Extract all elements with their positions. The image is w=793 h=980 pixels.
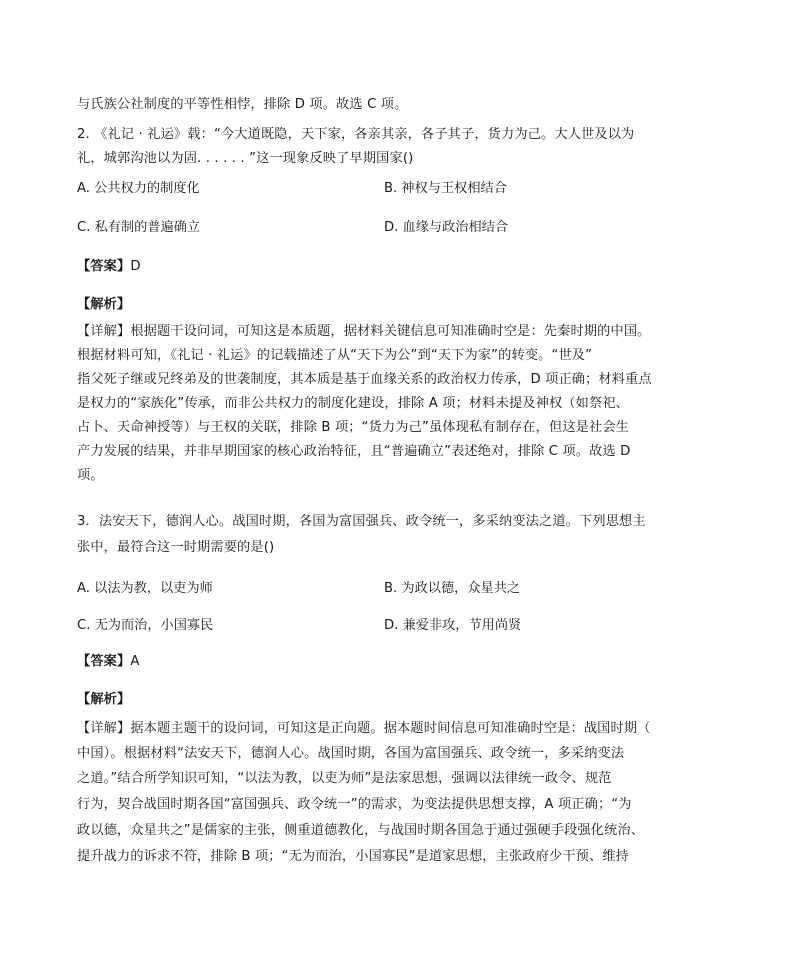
q2-detail-line-3: 指父死子继或兄终弟及的世袭制度，其本质是基于血缘关系的政治权力传承，D 项正确；材料重点 — [77, 372, 652, 387]
q2-stem-line-2: 礼，城郭沟池以为固. . . . . . ”这一现象反映了早期国家() — [77, 151, 414, 166]
q2-option-c: C. 私有制的普遍确立 — [77, 220, 201, 235]
q3-stem-line-2: 张中，最符合这一时期需要的是() — [77, 540, 275, 555]
q3-option-b: B. 为政以德，众星共之 — [384, 581, 521, 596]
q2-analysis-label: 【解析】 — [77, 297, 131, 312]
q3-option-d: D. 兼爱非攻，节用尚贤 — [384, 618, 522, 633]
q2-detail-line-4: 是权力的“家族化”传承，而非公共权力的制度化建设，排除 A 项；材料未提及神权（如祭祀、 — [77, 396, 629, 411]
q2-detail-line-2: 根据材料可知，《礼记 · 礼运》的记载描述了从“天下为公”到“天下为家”的转变。“世及” — [77, 348, 593, 363]
q2-detail-line-5: 占卜、天命神授等）与王权的关联，排除 B 项；“货力为己”虽体现私有制存在，但这是社会生 — [77, 420, 630, 435]
q3-detail-line-1: 【详解】据本题主题干的设问词，可知这是正向题。据本题时间信息可知准确时空是：战国时期（ — [77, 721, 651, 736]
q2-answer — [77, 257, 677, 277]
q3-detail-line-2: 中国）。根据材料“法安天下，德润人心。战国时期，各国为富国强兵、政令统一，多采纳变法 — [77, 746, 625, 761]
q3-answer — [77, 652, 677, 672]
q2-option-a: A. 公共权力的制度化 — [77, 181, 200, 196]
q3-detail-line-5: 政以德，众星共之”是儒家的主张，侧重道德教化，与战国时期各国急于通过强硬手段强化统治、 — [77, 823, 645, 838]
prev-answer-continuation: 与氏族公社制度的平等性相悖，排除 D 项。故选 C 项。 — [77, 97, 408, 112]
q2-answer-value: D — [130, 259, 141, 274]
q3-option-c: C. 无为而治，小国寡民 — [77, 618, 214, 633]
q2-detail-line-6: 产力发展的结果，并非早期国家的核心政治特征，且“普遍确立”表述绝对，排除 C 项。故选 D — [77, 444, 631, 459]
q2-detail-line-1: 【详解】根据题干设问词，可知这是本质题，据材料关键信息可知准确时空是：先秦时期的中国。 — [77, 324, 651, 339]
q2-option-b: B. 神权与王权相结合 — [384, 181, 507, 196]
q3-stem-line-1: 3．法安天下，德润人心。战国时期，各国为富国强兵、政令统一，多采纳变法之道。下列思想主 — [77, 514, 646, 529]
q3-answer-value: A — [130, 654, 140, 669]
q3-detail-line-3: 之道。”结合所学知识可知，“以法为教，以吏为师”是法家思想，强调以法律统一政令、规范 — [77, 771, 612, 786]
q3-detail-line-4: 行为，契合战国时期各国“富国强兵、政令统一”的需求，为变法提供思想支撑，A 项正确；“为 — [77, 797, 632, 812]
q3-detail-line-6: 提升战力的诉求不符，排除 B 项；“无为而治，小国寡民”是道家思想，主张政府少干预、维持 — [77, 849, 630, 864]
q2-stem-line-1: 2. 《礼记 · 礼运》载：“今大道既隐，天下家，各亲其亲，各子其子，货力为己。大人世及以为 — [77, 127, 635, 142]
q3-option-a: A. 以法为教，以吏为师 — [77, 581, 213, 596]
q2-option-d: D. 血缘与政治相结合 — [384, 220, 509, 235]
q3-answer-label: 【答案】 — [77, 654, 131, 669]
q2-answer-label: 【答案】 — [77, 259, 131, 274]
q2-detail-line-7: 项。 — [77, 468, 104, 483]
q3-analysis-label: 【解析】 — [77, 692, 131, 707]
